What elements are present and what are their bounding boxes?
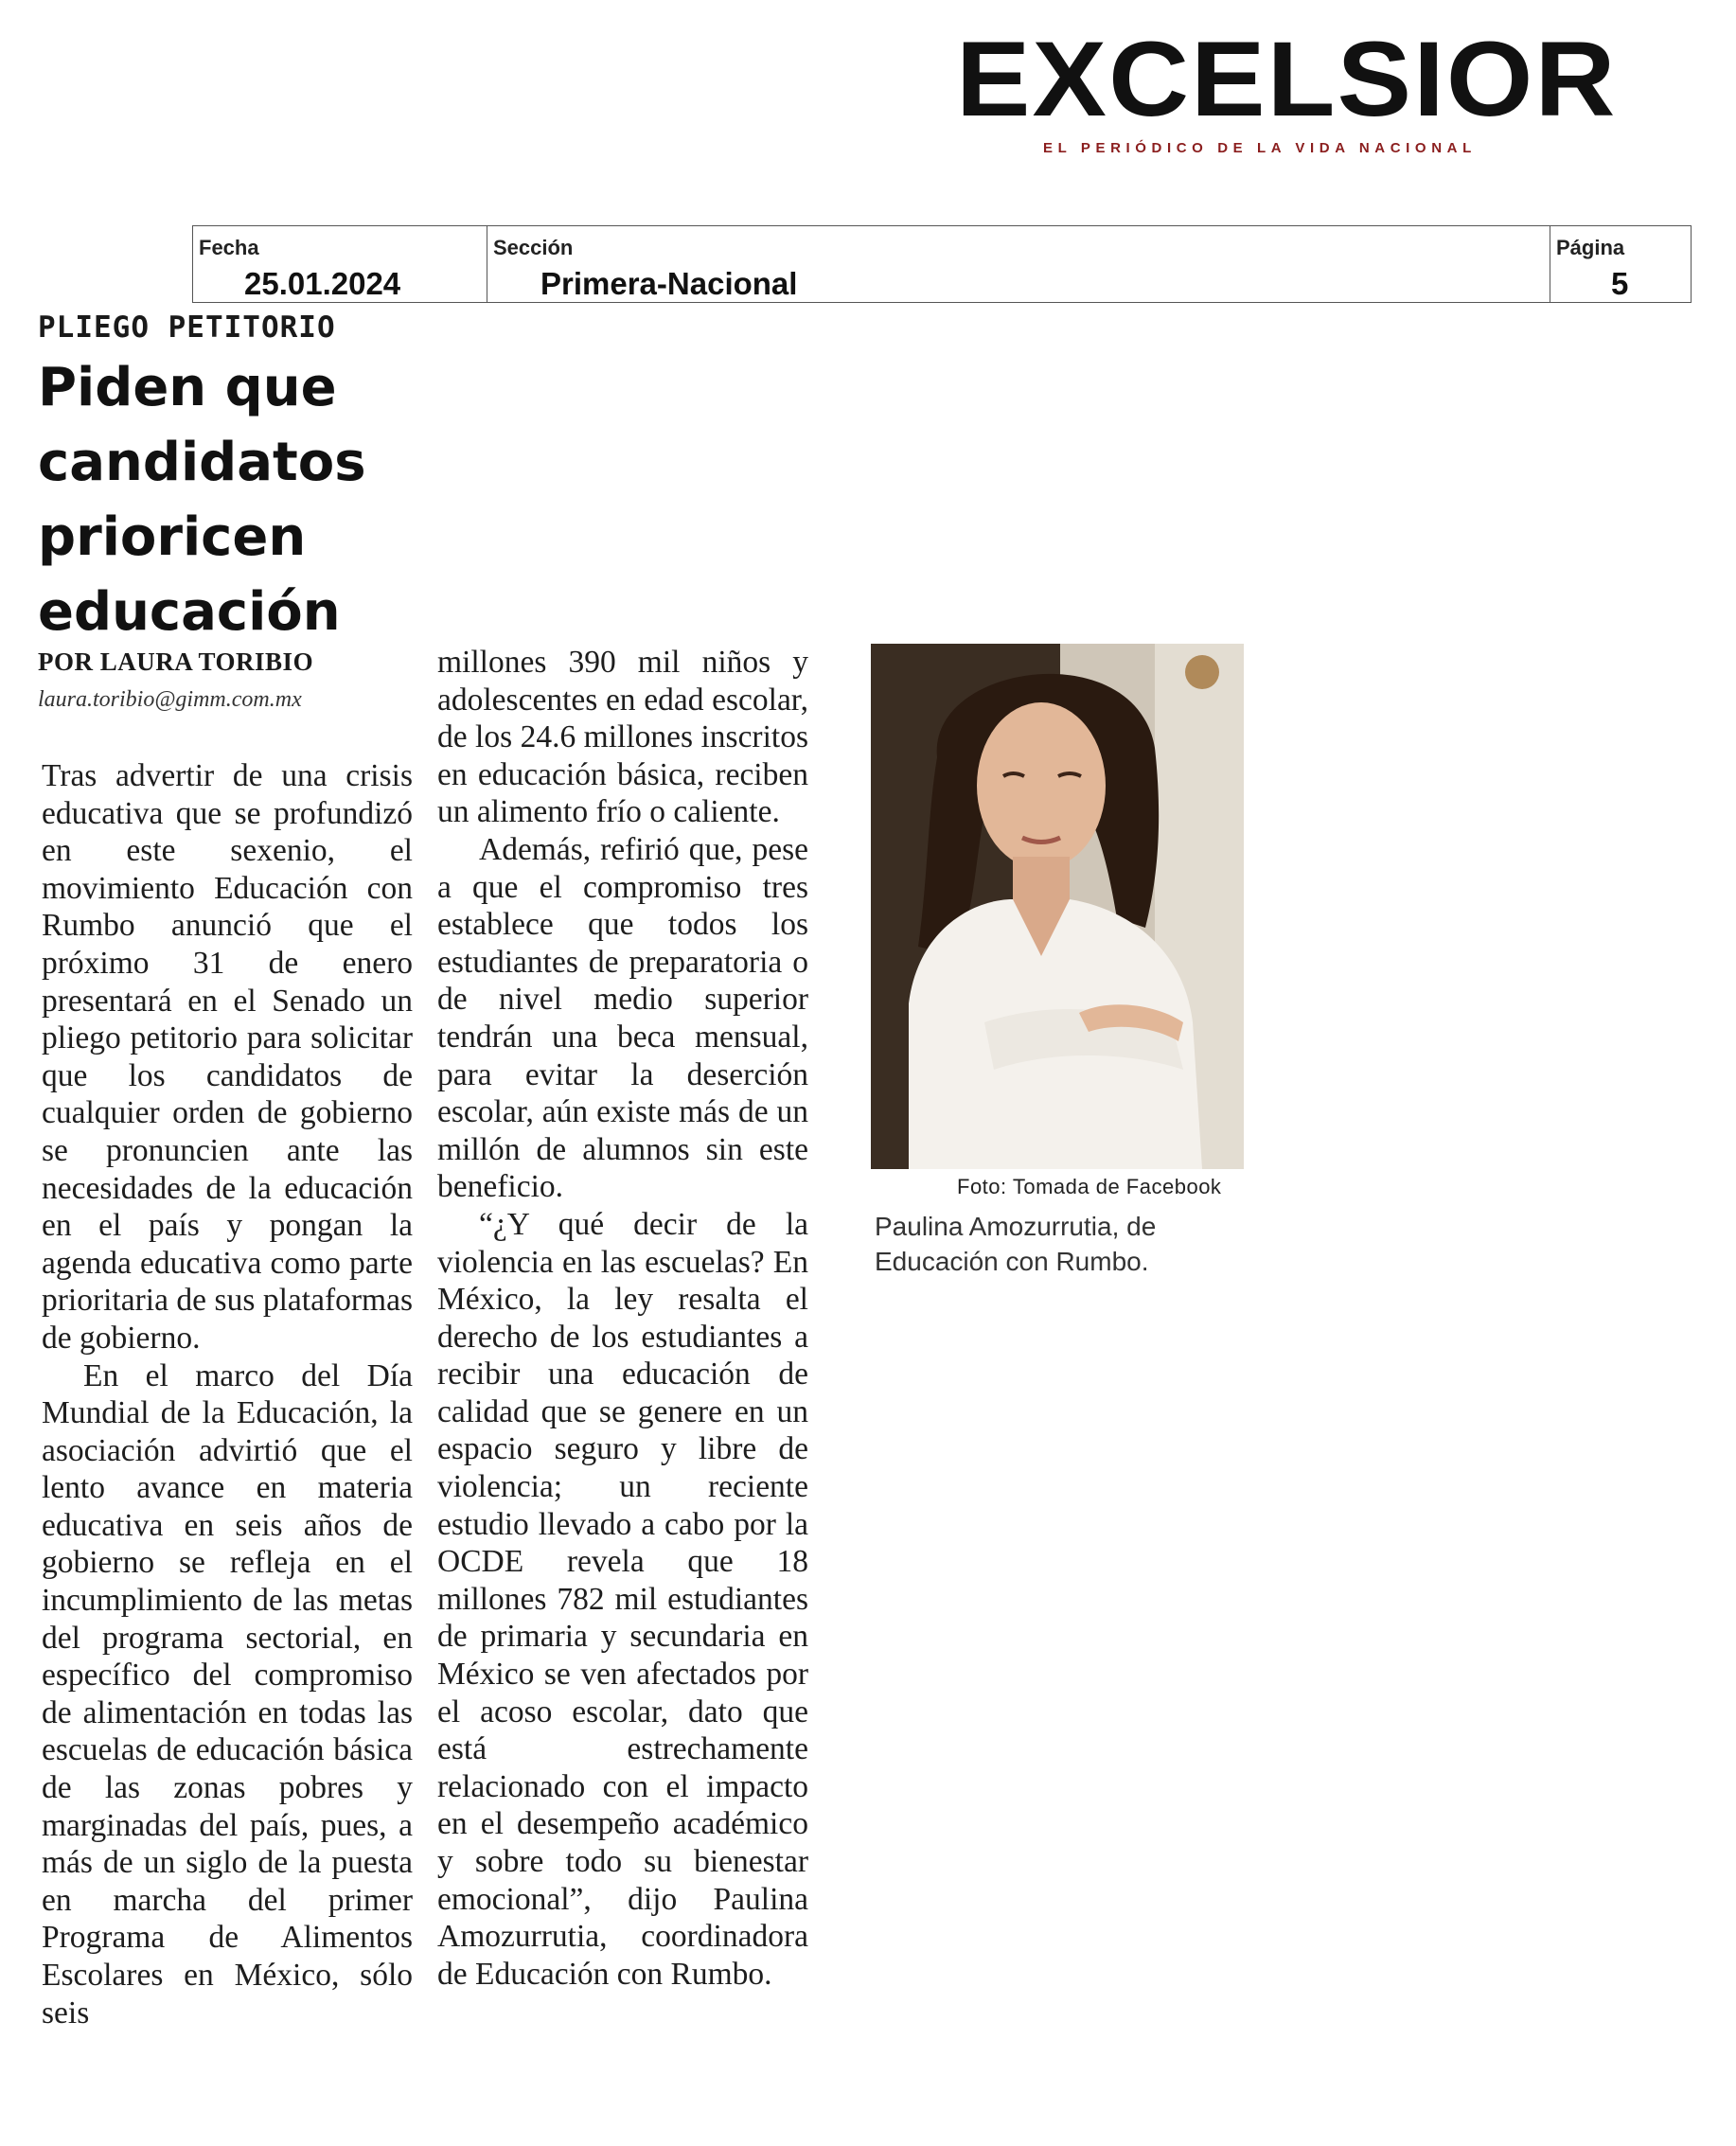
masthead-tagline: EL PERIÓDICO DE LA VIDA NACIONAL [1043, 140, 1477, 156]
paragraph: “¿Y qué decir de la violencia en las escuelas? En México, la ley resalta el derecho de los estudiantes a recibir una educación de calidad que se genere en un espacio seguro y libre de violencia; un reciente estudio llevado a cabo por la OCDE revela que 18 millones 782 mil estudiantes de primaria y secundaria en México se ven afectados por el acoso escolar, dato que está estrechamente relacionado con el impacto en el desempeño académico y sobre todo su bienestar emocional”, dijo Paulina Amozurrutia, coordinadora de Educación con Rumbo. [437, 1206, 808, 1992]
seccion-value: Primera-Nacional [540, 266, 798, 301]
paragraph: Además, refirió que, pese a que el compromiso tres establece que todos los estudiantes de preparatoria o de nivel medio superior tendrán una beca mensual, para evitar la deserción escolar, aún existe más de un millón de alumnos sin este beneficio. [437, 831, 808, 1205]
portrait-illustration [871, 644, 1244, 1169]
seccion-cell [487, 226, 1550, 302]
pagina-cell [1550, 226, 1691, 302]
seccion-label: Sección [493, 236, 574, 259]
author-email: laura.toribio@gimm.com.mx [38, 687, 302, 712]
article-kicker: PLIEGO PETITORIO [38, 310, 336, 345]
paragraph: En el marco del Día Mundial de la Educación, la asociación advirtió que el lento avance en materia educativa en seis años de gobierno se refleja en el incumplimiento de las metas del programa sectorial, en específico del compromiso de alimentación en todas las escuelas de educación básica de las zonas pobres y marginadas del país, pues, a más de un siglo de la puesta en marcha del primer Programa de Alimentos Escolares en México, sólo seis [42, 1357, 413, 2031]
fecha-value: 25.01.2024 [244, 266, 401, 301]
masthead-logo: EXCELSIOR [956, 20, 1618, 138]
paragraph: Tras advertir de una crisis educativa que se profundizó en este sexenio, el movimiento Educación con Rumbo anunció que el próximo 31 de enero presentará en el Senado un pliego petitorio para solicitar que los candidatos de cualquier orden de gobierno se pronuncien ante las necesidades de la educación en el país y pongan la agenda educativa como parte prioritaria de sus plataformas de gobierno. [42, 758, 413, 1356]
paragraph: millones 390 mil niños y adolescentes en edad escolar, de los 24.6 millones inscritos en educación básica, reciben un alimento frío o caliente. [437, 645, 808, 830]
pagina-label: Página [1556, 236, 1625, 259]
article-byline: POR LAURA TORIBIO [38, 647, 314, 676]
portrait-photo [871, 644, 1244, 1169]
metadata-table [192, 225, 1692, 303]
article-headline: Piden que candidatos prioricen educación [38, 357, 366, 643]
masthead [956, 20, 1619, 156]
fecha-cell [193, 226, 487, 302]
fecha-label: Fecha [199, 236, 259, 259]
photo-credit: Foto: Tomada de Facebook [957, 1175, 1222, 1198]
photo-caption: Paulina Amozurrutia, de Educación con Rumbo. [875, 1212, 1157, 1276]
article-column-2 [437, 644, 808, 1993]
article-column-1 [42, 757, 413, 2031]
pagina-value: 5 [1611, 266, 1629, 301]
